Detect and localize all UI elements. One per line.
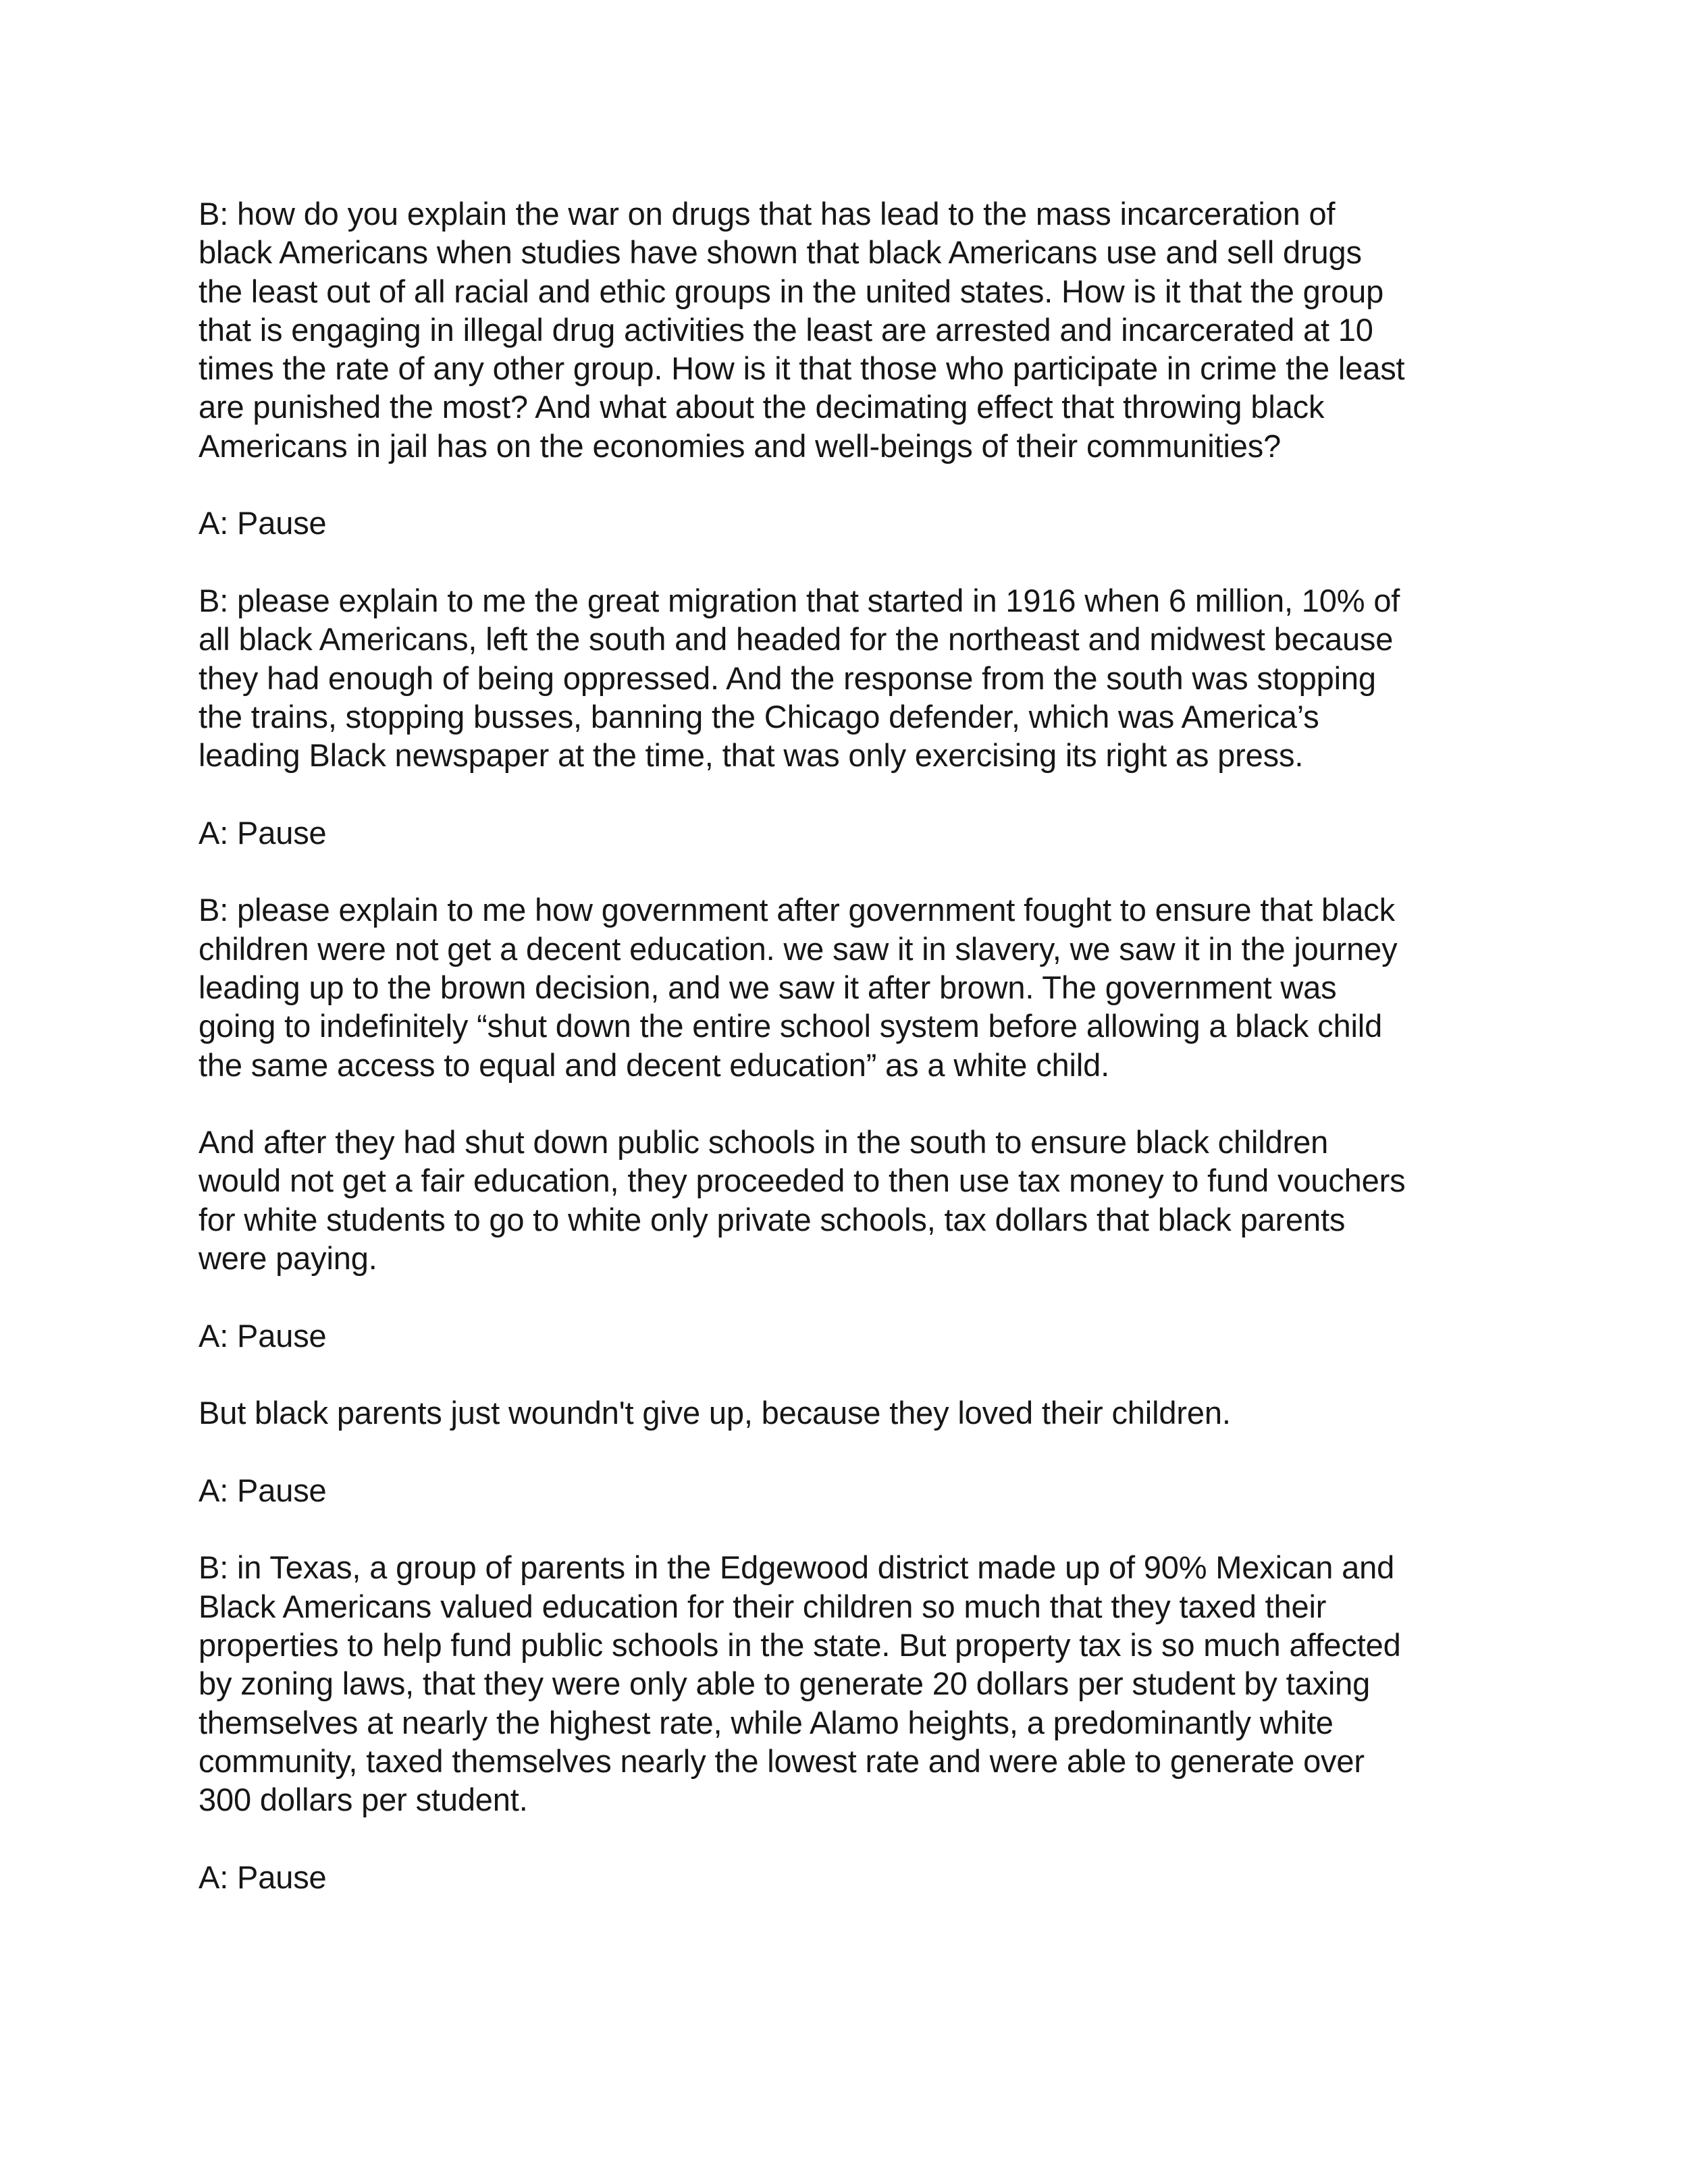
text-line: they had enough of being oppressed. And the response from the south was stopping [199, 660, 1376, 696]
text-line: A: Pause [199, 505, 327, 541]
text-line: B: please explain to me how government after government fought to ensure that black [199, 892, 1395, 928]
text-line: all black Americans, left the south and headed for the northeast and midwest because [199, 621, 1394, 658]
paragraph-a-pause [199, 1471, 1502, 1510]
paragraph-black-parents [199, 1393, 1502, 1432]
text-line: properties to help fund public schools in the state. But property tax is so much affected [199, 1626, 1401, 1663]
text-line: are punished the most? And what about the decimating effect that throwing black [199, 389, 1325, 425]
text-line: children were not get a decent education. we saw it in slavery, we saw it in the journey [199, 930, 1398, 967]
text-line: 300 dollars per student. [199, 1782, 528, 1818]
text-line: the same access to equal and decent education” as a white child. [199, 1046, 1110, 1083]
text-line: But black parents just woundn't give up, because they loved their children. [199, 1395, 1231, 1431]
text-line: A: Pause [199, 1472, 327, 1508]
text-line: for white students to go to white only private schools, tax dollars that black parents [199, 1201, 1346, 1237]
text-line: community, taxed themselves nearly the lowest rate and were able to generate over [199, 1742, 1365, 1779]
text-line: A: Pause [199, 814, 327, 851]
text-line: leading up to the brown decision, and we saw it after brown. The government was [199, 969, 1337, 1005]
text-line: leading Black newspaper at the time, that was only exercising its right as press. [199, 737, 1304, 774]
text-line: Black Americans valued education for their children so much that they taxed their [199, 1588, 1327, 1624]
text-line: And after they had shut down public schools in the south to ensure black children [199, 1124, 1329, 1161]
text-line: B: in Texas, a group of parents in the Edgewood district made up of 90% Mexican and [199, 1549, 1395, 1586]
paragraph-a-pause [199, 1858, 1502, 1896]
text-line: that is engaging in illegal drug activities the least are arrested and incarcerated at 10 [199, 311, 1373, 348]
text-line: the trains, stopping busses, banning the Chicago defender, which was America’s [199, 698, 1319, 735]
paragraph-b-war-on-drugs [199, 194, 1502, 465]
text-line: black Americans when studies have shown that black Americans use and sell drugs [199, 234, 1362, 271]
text-line: A: Pause [199, 1317, 327, 1354]
paragraph-vouchers [199, 1123, 1502, 1277]
paragraph-b-great-migration [199, 581, 1502, 774]
text-line: by zoning laws, that they were only able to generate 20 dollars per student by taxing [199, 1666, 1371, 1702]
paragraph-a-pause [199, 1316, 1502, 1355]
text-line: would not get a fair education, they proceeded to then use tax money to fund vouchers [199, 1163, 1406, 1199]
text-line: Americans in jail has on the economies and well-beings of their communities? [199, 427, 1282, 464]
text-line: A: Pause [199, 1859, 327, 1895]
document-body [199, 194, 1502, 1935]
paragraph-b-texas [199, 1548, 1502, 1819]
text-line: going to indefinitely “shut down the entire school system before allowing a black child [199, 1008, 1383, 1044]
text-line: themselves at nearly the highest rate, while Alamo heights, a predominantly white [199, 1704, 1334, 1740]
text-line: B: how do you explain the war on drugs that has lead to the mass incarceration of [199, 196, 1336, 232]
text-line: times the rate of any other group. How is it that those who participate in crime the least [199, 350, 1405, 387]
paragraph-a-pause [199, 814, 1502, 852]
text-line: the least out of all racial and ethic groups in the united states. How is it that the group [199, 273, 1384, 309]
text-line: B: please explain to me the great migration that started in 1916 when 6 million, 10% of [199, 582, 1400, 618]
text-line: were paying. [199, 1240, 377, 1277]
paragraph-b-education [199, 890, 1502, 1084]
paragraph-a-pause [199, 504, 1502, 542]
